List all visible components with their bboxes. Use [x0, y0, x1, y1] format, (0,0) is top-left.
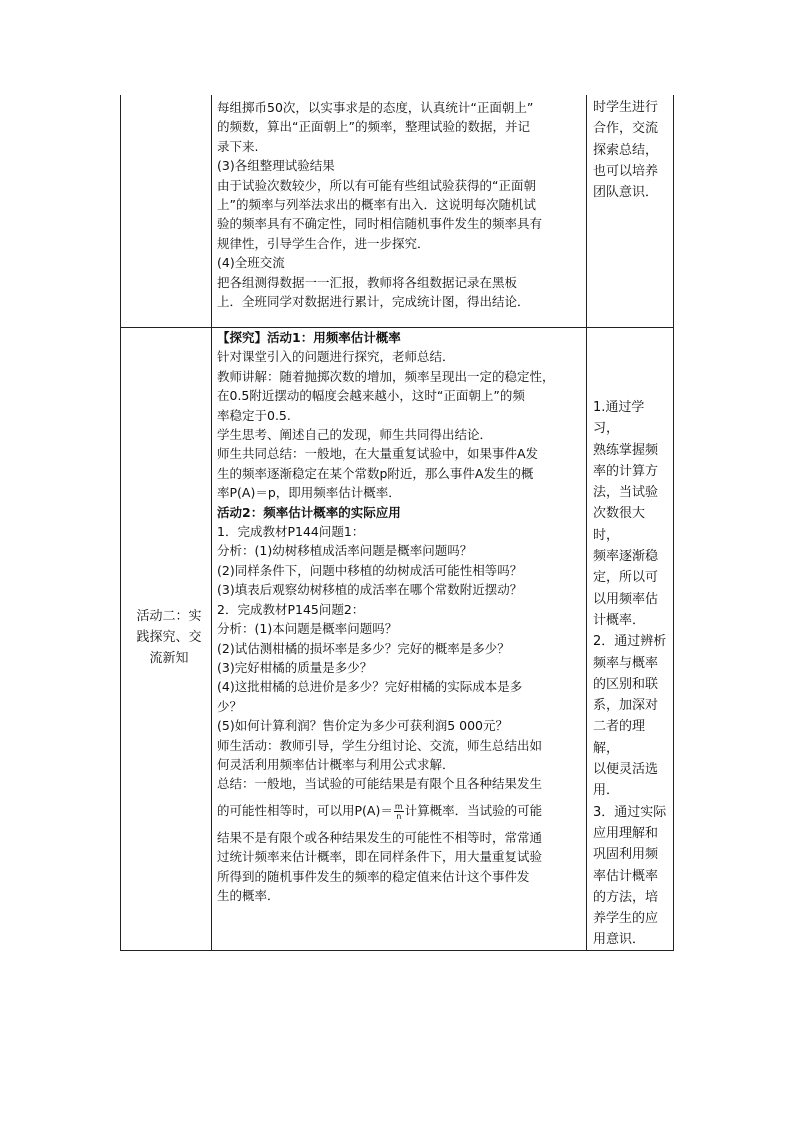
text-line: 也可以培养 [593, 163, 659, 179]
text-line: 由于试验次数较少，所以有可能有些组试验获得的“正面朝 [217, 177, 536, 193]
text-line: 以便灵活选 [593, 762, 659, 778]
text-line: 的频数，算出“正面朝上”的频率，整理试验的数据，并记 [217, 119, 530, 135]
text-line: 养学生的应 [593, 911, 659, 927]
text-line: 生的概率． [217, 887, 280, 903]
row2-left-cell [127, 606, 211, 669]
text-line: 率的计算方 [593, 463, 659, 479]
row2-middle-cell [217, 328, 577, 905]
text-line: 频率逐渐稳 [593, 549, 659, 565]
text-line: 针对课堂引入的问题进行探究，老师总结． [217, 349, 455, 365]
text-line: 流新知 [149, 651, 189, 666]
text-line: 系，加深对 [593, 698, 659, 714]
text-line: (2)同样条件下，问题中移植的幼树成活可能性相等吗？ [217, 562, 523, 578]
text-line: 活动二：实 [136, 609, 202, 624]
text-line: 熟练掌握频 [593, 442, 659, 458]
text-line: 3．通过实际 [593, 804, 667, 820]
fraction-denominator: n [396, 811, 402, 821]
section-heading: 活动2：频率估计概率的实际应用 [217, 504, 401, 520]
text-line: (5)如何计算利润？售价定为多少可获利润5 000元？ [217, 718, 508, 734]
text-line: 的区别和联 [593, 676, 659, 692]
text-line: 验的频率具有不确定性，同时相信随机事件发生的频率具有 [217, 216, 543, 232]
text-line: 的方法，培 [593, 889, 659, 905]
text-line: 录下来. [217, 138, 259, 154]
text-line: 生的频率逐渐稳定在某个常数p附近，那么事件A发生的概 [217, 465, 534, 481]
text-line: 频率与概率 [593, 655, 659, 671]
text-line: 过统计频率来估计概率，即在同样条件下，用大量重复试验 [217, 849, 543, 865]
row2-right-cell [593, 397, 669, 951]
text-line: 合作，交流 [593, 121, 659, 137]
text-line: 总结：一般地，当试验的可能结果是有限个且各种结果发生 [217, 776, 543, 792]
text-line: 上．全班同学对数据进行累计，完成统计图，得出结论． [217, 294, 530, 310]
text-line: (3)完好柑橘的质量是多少？ [217, 659, 373, 675]
column-divider [211, 95, 212, 950]
text-line: 用． [593, 783, 620, 799]
text-line: (3)各组整理试验结果 [217, 158, 335, 174]
text-line: 师生共同总结：一般地，在大量重复试验中，如果事件A发 [217, 446, 539, 462]
text-line: (2)试估测柑橘的损坏率是多少？完好的概率是多少？ [217, 640, 510, 656]
text-line: (4)这批柑橘的总进价是多少？完好柑橘的实际成本是多 [217, 679, 523, 695]
text-line: 学生思考、阐述自己的发现，师生共同得出结论． [217, 427, 493, 443]
text-line: 时学生进行 [593, 100, 659, 115]
text-line: 结果不是有限个或各种结果发生的可能性不相等时，常常通 [217, 829, 543, 845]
text-line: 巩固利用频 [593, 847, 659, 863]
section-heading: 【探究】活动1：用频率估计概率 [217, 330, 401, 345]
text-line: 何灵活利用频率估计概率与利用公式求解． [217, 756, 455, 772]
text-line: 法，当试验 [593, 485, 659, 501]
text-line: 规律性，引导学生合作，进一步探究． [217, 235, 430, 251]
text-line: (3)填表后观察幼树移植的成活率在哪个常数附近摆动？ [217, 582, 523, 598]
text-line: 二者的理解， [593, 719, 646, 756]
text-line: 少？ [217, 698, 243, 714]
fraction-numerator: m [394, 801, 403, 811]
text-line: 1.通过学习， [593, 400, 645, 437]
text-line: 分析：(1)本问题是概率问题吗？ [217, 621, 398, 637]
text-line: (4)全班交流 [217, 255, 285, 271]
text-line: 把各组测得数据一一汇报，教师将各组数据记录在黑板 [217, 274, 518, 290]
text-line: 定，所以可 [593, 570, 659, 586]
text-line: 探索总结， [593, 142, 659, 158]
text-line: 上”的频率与列举法求出的概率有出入．这说明每次随机试 [217, 197, 536, 213]
text-line: 率稳定于0.5. [217, 407, 291, 423]
text-line: 1．完成教材P144问题1： [217, 524, 365, 540]
text-line: 每组掷币50次，以实事求是的态度，认真统计“正面朝上” [217, 100, 534, 115]
text-line: 用意识． [593, 932, 646, 948]
text-line: 践探究、交 [136, 630, 202, 645]
text-line: 在0.5附近摆动的幅度会越来越小，这时“正面朝上”的频 [217, 388, 525, 404]
row1-middle-cell [217, 98, 577, 311]
formula-line [217, 794, 577, 828]
text-line: 率P(A)＝p，即用频率估计概率． [217, 485, 401, 501]
column-divider [586, 95, 587, 950]
text-line: 2．完成教材P145问题2： [217, 601, 365, 617]
text-line: 应用理解和 [593, 825, 659, 841]
text-line: 率估计概率 [593, 868, 659, 884]
row1-right-cell [593, 97, 669, 203]
text-line: 教师讲解：随着抛掷次数的增加，频率呈现出一定的稳定性， [217, 368, 555, 384]
text-line: 所得到的随机事件发生的频率的稳定值来估计这个事件发 [217, 868, 530, 884]
text-line: 以用频率估 [593, 591, 659, 607]
formula-text-before: 的可能性相等时，可以用P(A)＝ [217, 802, 393, 818]
text-line: 师生活动：教师引导，学生分组讨论、交流，师生总结出如 [217, 737, 543, 753]
text-line: 2．通过辨析 [593, 634, 667, 650]
text-line: 次数很大时， [593, 506, 646, 543]
formula-text-after: 计算概率．当试验的可能 [404, 802, 543, 818]
fraction-m-over-n [394, 802, 404, 821]
text-line: 计概率． [593, 612, 646, 628]
text-line: 团队意识． [593, 185, 659, 201]
text-line: 分析：(1)幼树移植成活率问题是概率问题吗？ [217, 543, 473, 559]
lesson-table [120, 95, 674, 951]
